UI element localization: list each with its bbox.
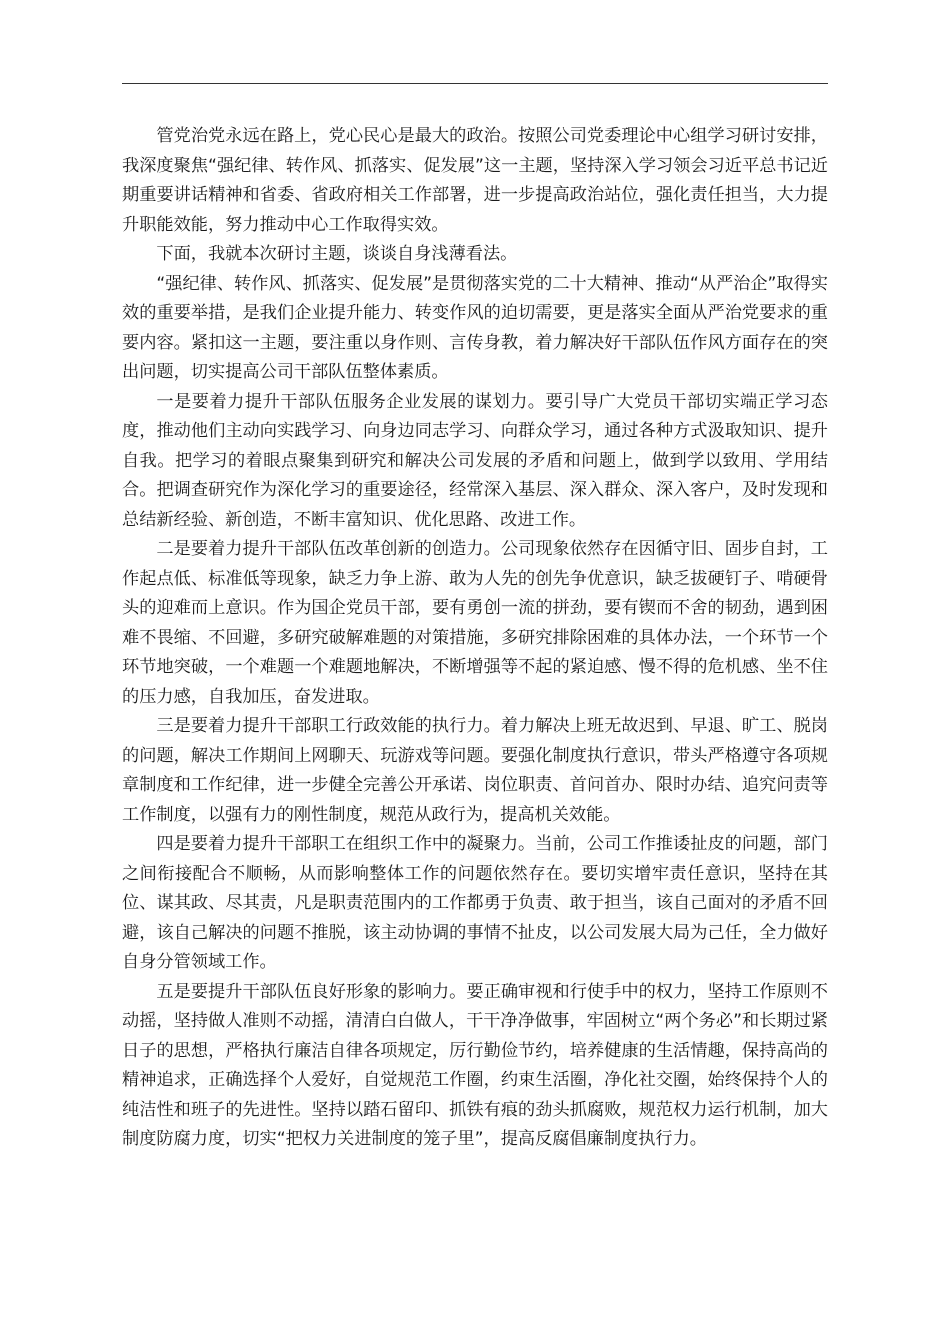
paragraph-point-2: 二是要着力提升干部队伍改革创新的创造力。公司现象依然存在因循守旧、固步自封，工作起点低、标准低等现象，缺乏力争上游、敢为人先的创先争优意识，缺乏拔硬钉子、啃硬骨头的迎难而上意识。作为国企党员干部，要有勇创一流的拼劲，要有锲而不舍的韧劲，遇到困难不畏缩、不回避，多研究破解难题的对策措施，多研究排除困难的具体办法，一个环节一个环节地突破，一个难题一个难题地解决，不断增强等不起的紧迫感、慢不得的危机感、坐不住的压力感，自我加压，奋发进取。 xyxy=(122,539,828,707)
paragraph-point-4: 四是要着力提升干部职工在组织工作中的凝聚力。当前，公司工作推诿扯皮的问题，部门之间衔接配合不顺畅，从而影响整体工作的问题依然存在。要切实增牢责任意识，坚持在其位、谋其政、尽其责，凡是职责范围内的工作都勇于负责、敢于担当，该自己面对的矛盾不回避，该自己解决的问题不推脱，该主动协调的事情不扯皮，以公司发展大局为己任，全力做好自身分管领域工作。 xyxy=(122,834,828,972)
header-divider xyxy=(122,83,828,84)
paragraph-point-5: 五是要提升干部队伍良好形象的影响力。要正确审视和行使手中的权力，坚持工作原则不动摇，坚持做人准则不动摇，清清白白做人，干干净净做事，牢固树立“两个务必”和长期过紧日子的思想，严格执行廉洁自律各项规定，厉行勤俭节约，培养健康的生活情趣，保持高尚的精神追求，正确选择个人爱好，自觉规范工作圈，约束生活圈，净化社交圈，始终保持个人的纯洁性和班子的先进性。坚持以踏石留印、抓铁有痕的劲头抓腐败，规范权力运行机制，加大制度防腐力度，切实“把权力关进制度的笼子里”，提高反腐倡廉制度执行力。 xyxy=(122,981,828,1149)
paragraph-point-1: 一是要着力提升干部队伍服务企业发展的谋划力。要引导广大党员干部切实端正学习态度，推动他们主动向实践学习、向身边同志学习、向群众学习，通过各种方式汲取知识、提升自我。把学习的着眼点聚集到研究和解决公司发展的矛盾和问题上，做到学以致用、学用结合。把调查研究作为深化学习的重要途径，经常深入基层、深入群众、深入客户，及时发现和总结新经验、新创造，不断丰富知识、优化思路、改进工作。 xyxy=(122,391,828,530)
paragraph-point-3: 三是要着力提升干部职工行政效能的执行力。着力解决上班无故迟到、早退、旷工、脱岗的问题，解决工作期间上网聊天、玩游戏等问题。要强化制度执行意识，带头严格遵守各项规章制度和工作纪律，进一步健全完善公开承诺、岗位职责、首问首办、限时办结、追究问责等工作制度，以强有力的刚性制度，规范从政行为，提高机关效能。 xyxy=(122,716,828,825)
paragraph-intro: 管党治党永远在路上，党心民心是最大的政治。按照公司党委理论中心组学习研讨安排，我深度聚焦“强纪律、转作风、抓落实、促发展”这一主题，坚持深入学习领会习近平总书记近期重要讲话精神和省委、省政府相关工作部署，进一步提高政治站位，强化责任担当，大力提升职能效能，努力推动中心工作取得实效。 xyxy=(122,126,828,235)
document-body xyxy=(122,122,828,1155)
paragraph-transition: 下面，我就本次研讨主题，谈谈自身浅薄看法。 xyxy=(156,244,518,264)
paragraph-theme: “强纪律、转作风、抓落实、促发展”是贯彻落实党的二十大精神、推动“从严治企”取得实效的重要举措，是我们企业提升能力、转变作风的迫切需要，更是落实全面从严治党要求的重要内容。紧扣这一主题，要注重以身作则、言传身教，着力解决好干部队伍作风方面存在的突出问题，切实提高公司干部队伍整体素质。 xyxy=(122,273,828,382)
